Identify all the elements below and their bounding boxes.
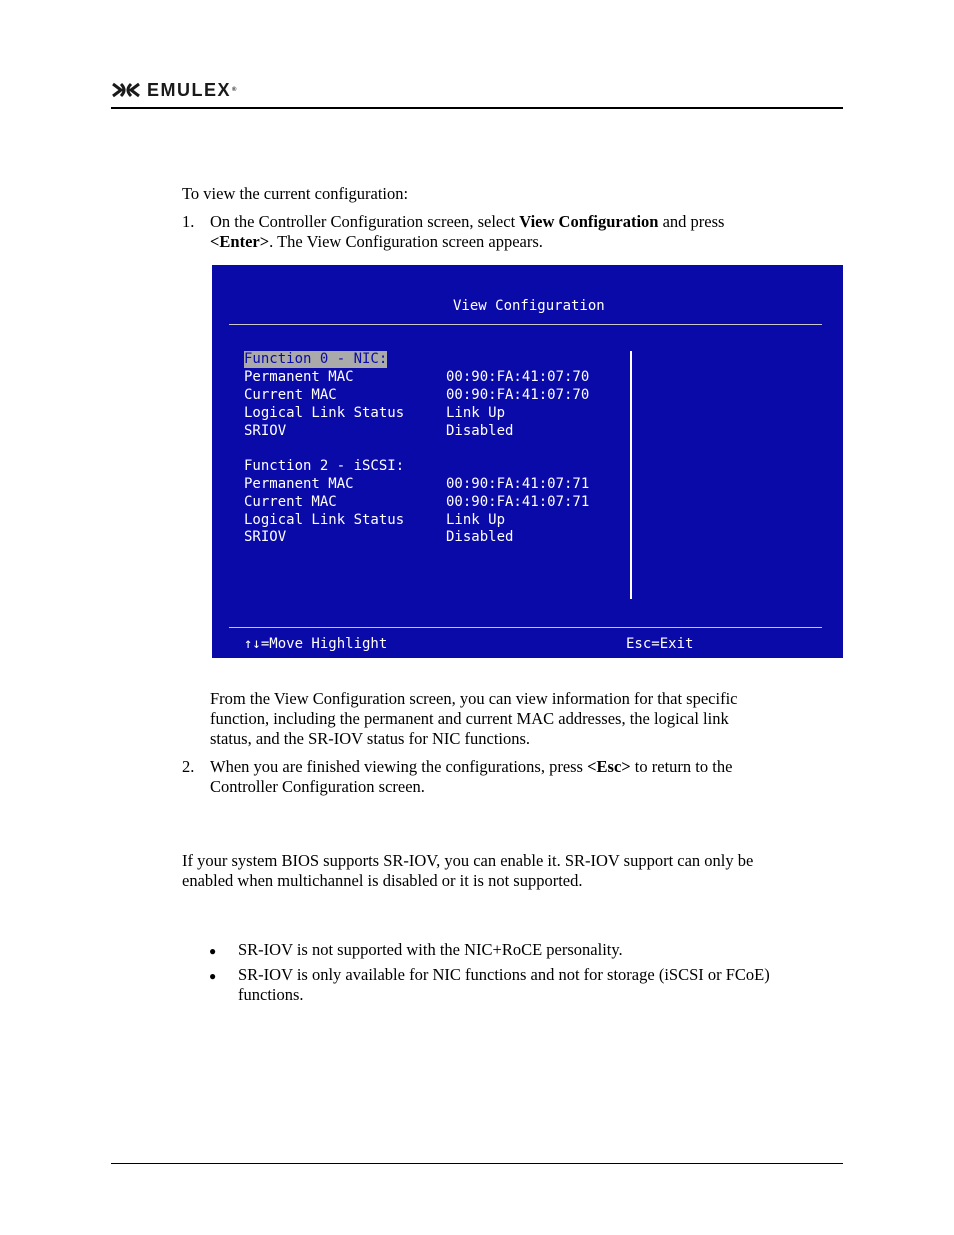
step-1-number: 1. xyxy=(182,212,195,231)
bios-footer-rule xyxy=(229,627,822,628)
bullet-item: SR-IOV is not supported with the NIC+RoCE personality. xyxy=(238,940,623,959)
bios-f2-label: Permanent MAC xyxy=(244,476,354,492)
view-config-description xyxy=(210,689,737,749)
description-line: status, and the SR-IOV status for NIC functions. xyxy=(210,729,531,748)
step-2-line-2: Controller Configuration screen. xyxy=(210,777,425,796)
header-rule xyxy=(111,107,843,109)
step-1-line-2 xyxy=(210,232,543,252)
bios-f0-value: Disabled xyxy=(446,423,514,439)
bios-f2-value: 00:90:FA:41:07:71 xyxy=(446,494,590,510)
logo-text: EMULEX xyxy=(147,80,232,100)
bullet-line: SR-IOV is only available for NIC functions and not for storage (iSCSI or FCoE) xyxy=(238,965,770,984)
step-1-bold-enter: <Enter> xyxy=(210,232,270,251)
bios-footer-esc-exit: Esc=Exit xyxy=(626,636,694,652)
bullet-item xyxy=(238,965,770,1005)
bullet-line: functions. xyxy=(238,985,304,1004)
step-1-line-1 xyxy=(210,212,724,232)
step-1-text-post: and press xyxy=(658,212,725,231)
emulex-logo-mark-icon xyxy=(111,82,141,98)
bios-title: View Configuration xyxy=(453,298,605,314)
step-2-number: 2. xyxy=(182,757,195,776)
bios-f0-value: 00:90:FA:41:07:70 xyxy=(446,369,590,385)
bios-function-2-heading[interactable]: Function 2 - iSCSI: xyxy=(244,458,405,474)
bios-f2-label: Logical Link Status xyxy=(244,512,405,528)
bios-title-rule xyxy=(229,324,822,325)
description-line: From the View Configuration screen, you can view information for that specific xyxy=(210,689,738,708)
description-line: function, including the permanent and current MAC addresses, the logical link xyxy=(210,709,729,728)
step-1-bold-view-configuration: View Configuration xyxy=(519,212,659,231)
sriov-paragraph xyxy=(182,851,753,891)
bios-f2-value: Disabled xyxy=(446,529,514,545)
step-1-text-line2: . The View Configuration screen appears. xyxy=(269,232,543,251)
bios-f2-label: SRIOV xyxy=(244,529,287,545)
bios-f0-label: Current MAC xyxy=(244,387,337,403)
sriov-line: If your system BIOS supports SR-IOV, you can enable it. SR-IOV support can only be xyxy=(182,851,754,870)
bios-f0-label: Logical Link Status xyxy=(244,405,405,421)
bios-f0-value: Link Up xyxy=(446,405,506,421)
step-1-text: On the Controller Configuration screen, select xyxy=(210,212,520,231)
intro-text: To view the current configuration: xyxy=(182,184,409,203)
bios-f0-label: SRIOV xyxy=(244,423,287,439)
view-configuration-screen xyxy=(212,265,843,658)
bios-function-0-heading[interactable]: Function 0 - NIC: xyxy=(244,351,388,367)
bullet-icon: ● xyxy=(209,944,217,958)
bios-footer-move-highlight: ↑↓=Move Highlight xyxy=(244,636,388,652)
bios-f0-value: 00:90:FA:41:07:70 xyxy=(446,387,590,403)
footer-rule xyxy=(111,1163,843,1164)
bullet-icon: ● xyxy=(209,969,217,983)
bios-f2-label: Current MAC xyxy=(244,494,337,510)
bios-divider xyxy=(630,351,632,599)
sriov-line: enabled when multichannel is disabled or it is not supported. xyxy=(182,871,583,890)
step-2-bold-esc: <Esc> xyxy=(587,757,631,776)
bios-f2-value: Link Up xyxy=(446,512,506,528)
emulex-logo xyxy=(111,81,238,99)
logo-trademark: ® xyxy=(232,87,238,93)
bios-f2-value: 00:90:FA:41:07:71 xyxy=(446,476,590,492)
step-2-text-post: to return to the xyxy=(630,757,733,776)
bios-f0-label: Permanent MAC xyxy=(244,369,354,385)
step-2-line-1 xyxy=(210,757,732,777)
step-2-text: When you are finished viewing the configurations, press xyxy=(210,757,588,776)
